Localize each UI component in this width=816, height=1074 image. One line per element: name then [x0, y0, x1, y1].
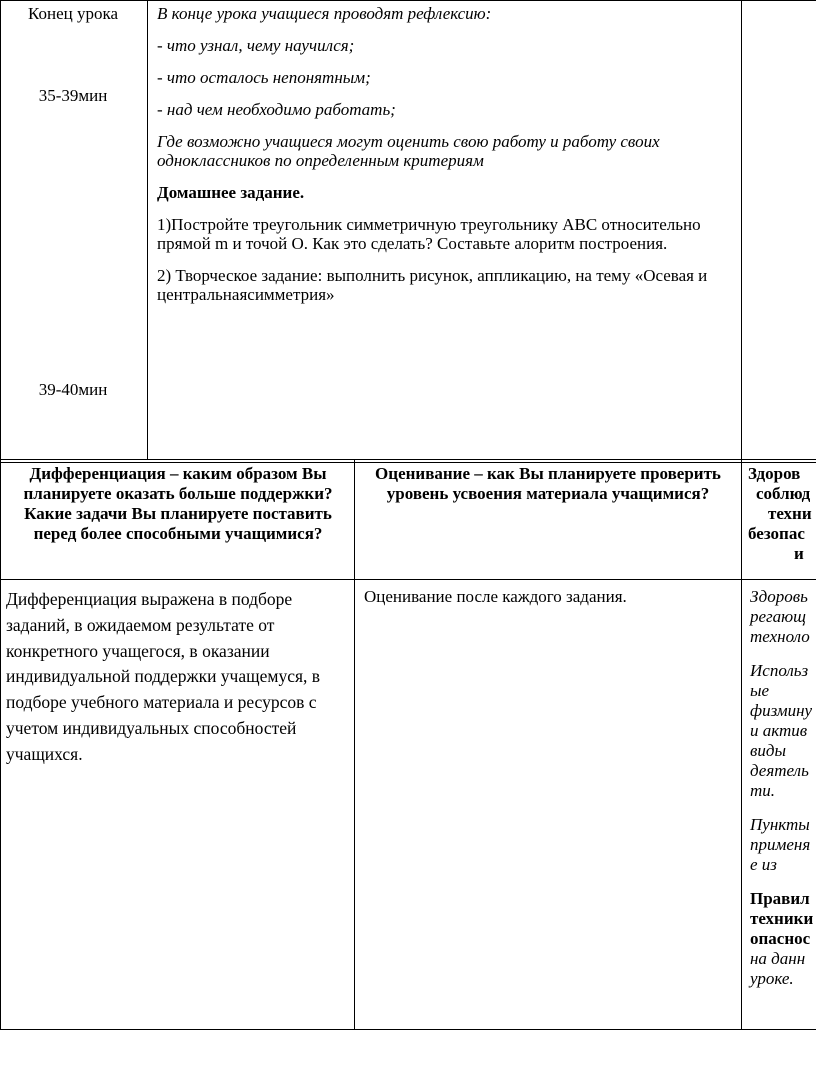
health-header-line: Здоров: [748, 464, 801, 483]
health-line: регающ: [750, 607, 806, 626]
health-safety-header: [748, 464, 816, 564]
health-line: на данн: [750, 949, 806, 968]
health-header-line: соблюд: [756, 484, 811, 503]
health-line: деятель: [750, 761, 809, 780]
column-divider-2: [741, 0, 742, 1030]
table-bottom-border: [0, 1029, 816, 1030]
health-line: Здоровь: [750, 587, 808, 606]
health-line: ти.: [750, 781, 776, 800]
health-line: е из: [750, 855, 777, 874]
health-line: техники: [750, 909, 814, 928]
column-divider-1: [147, 0, 148, 460]
reflection-intro: В конце урока учащиеся проводят рефлексию:: [157, 4, 492, 23]
health-line: применя: [750, 835, 811, 854]
health-paragraph: [750, 587, 816, 647]
row-divider-1: [0, 459, 816, 460]
health-safety-content: [750, 587, 816, 1003]
health-line: техноло: [750, 627, 810, 646]
assessment-header: Оценивание – как Вы планируете проверить уровень усвоения материала учащимися?: [375, 464, 721, 503]
column-divider-3: [354, 460, 355, 1030]
differentiation-text: Дифференциация выражена в подборе заданий, в ожидаемом результате от конкретного учащегося, в оказании индивидуальной поддержки учащемуся, в подборе учебного материала и ресурсов с учетом индивидуальных способностей учащихся.: [6, 589, 321, 764]
health-header-line: безопас: [748, 524, 805, 543]
health-line: уроке.: [750, 969, 794, 988]
stage-label: Конец урока: [27, 4, 119, 23]
health-header-line: техни: [768, 504, 812, 523]
time-range-1: 35-39мин: [38, 86, 108, 105]
health-line: виды: [750, 741, 786, 760]
homework-task-2: 2) Творческое задание: выполнить рисунок, аппликацию, на тему «Осевая и центральнаясимметрия»: [157, 266, 708, 304]
differentiation-header: Дифференциация – каким образом Вы планируете оказать больше поддержки? Какие задачи Вы планируете поставить перед более способными учащимися?: [23, 464, 333, 543]
health-line: и актив: [750, 721, 808, 740]
health-paragraph: [750, 815, 816, 875]
homework-title: Домашнее задание.: [157, 183, 305, 202]
reflection-item: - над чем необходимо работать;: [157, 100, 396, 119]
health-line: Пункты: [750, 815, 810, 834]
assessment-text: Оценивание после каждого задания.: [364, 587, 627, 606]
health-line: опаснос: [750, 929, 811, 948]
row-divider-2: [0, 579, 816, 580]
homework-task-1: 1)Постройте треугольник симметричную треугольнику ABC относительно прямой m и точой О. Как это сделать? Составьте алоритм построения.: [157, 215, 701, 253]
health-line: физмину: [750, 701, 813, 720]
reflection-item: - что узнал, чему научился;: [157, 36, 355, 55]
health-line: ые: [750, 681, 770, 700]
table-top-border: [0, 0, 816, 1]
health-line: Использ: [750, 661, 809, 680]
health-line: Правил: [750, 889, 810, 908]
table-left-border: [0, 0, 1, 1030]
health-paragraph: [750, 661, 816, 801]
peer-assessment-text: Где возможно учащиеся могут оценить свою работу и работу своих одноклассников по определенным критериям: [157, 132, 660, 170]
reflection-item: - что осталось непонятным;: [157, 68, 371, 87]
time-range-2: 39-40мин: [38, 380, 108, 399]
health-paragraph: [750, 889, 816, 989]
health-header-line: и: [794, 544, 804, 563]
lesson-end-content: [157, 4, 732, 317]
